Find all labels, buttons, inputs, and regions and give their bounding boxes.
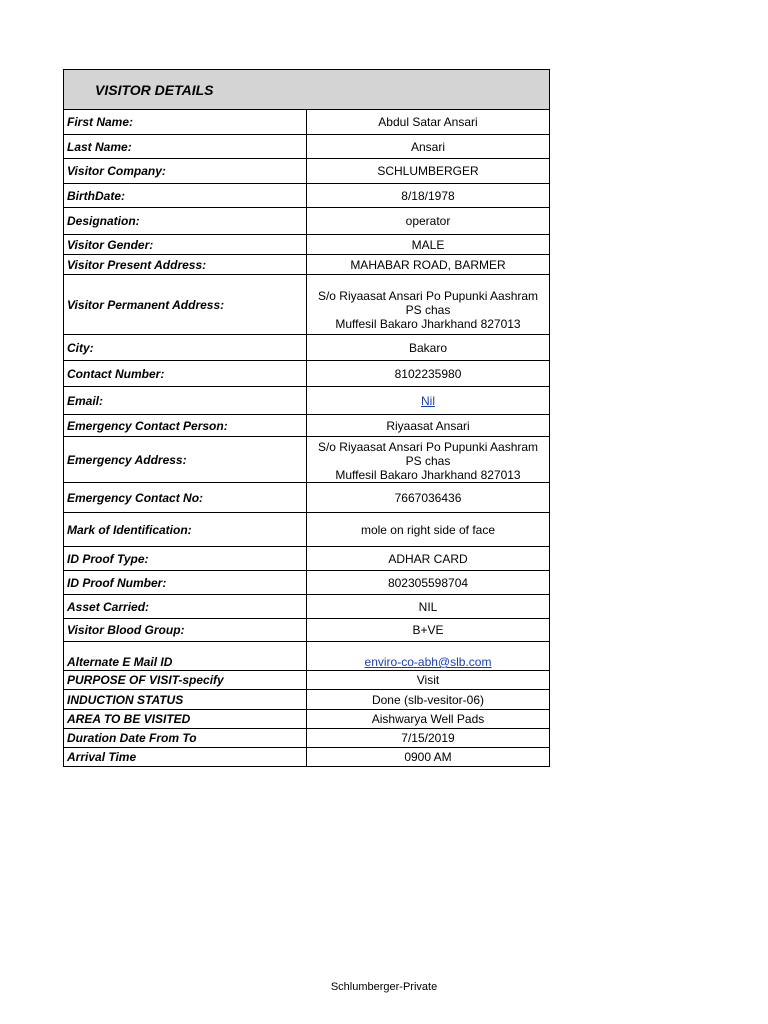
row-contact-number xyxy=(64,361,550,387)
row-birthdate xyxy=(64,184,550,208)
row-first-name xyxy=(64,110,550,135)
alternate-email-link[interactable]: enviro-co-abh@slb.com xyxy=(364,655,492,669)
induction-status-label: INDUCTION STATUS xyxy=(64,690,307,710)
mark-of-identification-label: Mark of Identification: xyxy=(64,513,307,547)
arrival-time-value: 0900 AM xyxy=(307,748,550,767)
area-to-be-visited-label: AREA TO BE VISITED xyxy=(64,710,307,729)
row-last-name xyxy=(64,135,550,159)
purpose-of-visit-value: Visit xyxy=(307,671,550,690)
alternate-email-cell xyxy=(307,642,550,671)
visitor-company-label: Visitor Company: xyxy=(64,159,307,184)
visitor-gender-value: MALE xyxy=(307,235,550,255)
permanent-address-label: Visitor Permanent Address: xyxy=(64,275,307,335)
birthdate-value: 8/18/1978 xyxy=(307,184,550,208)
visitor-gender-label: Visitor Gender: xyxy=(64,235,307,255)
city-label: City: xyxy=(64,335,307,361)
designation-value: operator xyxy=(307,208,550,235)
last-name-value: Ansari xyxy=(307,135,550,159)
row-id-proof-number xyxy=(64,571,550,595)
email-link[interactable]: Nil xyxy=(421,393,435,408)
first-name-label: First Name: xyxy=(64,110,307,135)
form-title: VISITOR DETAILS xyxy=(64,70,550,110)
row-visitor-company xyxy=(64,159,550,184)
alternate-email-label: Alternate E Mail ID xyxy=(64,642,307,671)
id-proof-number-label: ID Proof Number: xyxy=(64,571,307,595)
row-duration-date xyxy=(64,729,550,748)
designation-label: Designation: xyxy=(64,208,307,235)
permanent-address-value: S/o Riyaasat Ansari Po Pupunki Aashram PS chas Muffesil Bakaro Jharkhand 827013 xyxy=(307,275,550,335)
blood-group-value: B+VE xyxy=(307,619,550,642)
row-blood-group xyxy=(64,619,550,642)
row-arrival-time xyxy=(64,748,550,767)
emergency-contact-no-label: Emergency Contact No: xyxy=(64,483,307,513)
row-emergency-address xyxy=(64,437,550,483)
first-name-value: Abdul Satar Ansari xyxy=(307,110,550,135)
arrival-time-label: Arrival Time xyxy=(64,748,307,767)
row-mark-of-identification xyxy=(64,513,550,547)
row-permanent-address xyxy=(64,275,550,335)
id-proof-type-label: ID Proof Type: xyxy=(64,547,307,571)
row-email xyxy=(64,387,550,415)
last-name-label: Last Name: xyxy=(64,135,307,159)
emergency-contact-person-value: Riyaasat Ansari xyxy=(307,415,550,437)
id-proof-number-value: 802305598704 xyxy=(307,571,550,595)
row-id-proof-type xyxy=(64,547,550,571)
asset-carried-label: Asset Carried: xyxy=(64,595,307,619)
row-emergency-contact-person xyxy=(64,415,550,437)
visitor-company-value: SCHLUMBERGER xyxy=(307,159,550,184)
row-area-to-be-visited xyxy=(64,710,550,729)
emergency-contact-no-value: 7667036436 xyxy=(307,483,550,513)
present-address-label: Visitor Present Address: xyxy=(64,255,307,275)
row-present-address xyxy=(64,255,550,275)
visitor-details-sheet xyxy=(63,69,550,767)
id-proof-type-value: ADHAR CARD xyxy=(307,547,550,571)
row-alternate-email xyxy=(64,642,550,671)
emergency-address-value: S/o Riyaasat Ansari Po Pupunki Aashram PS chas Muffesil Bakaro Jharkhand 827013 xyxy=(307,437,550,483)
row-purpose-of-visit xyxy=(64,671,550,690)
visitor-details-table xyxy=(63,69,550,767)
emergency-contact-person-label: Emergency Contact Person: xyxy=(64,415,307,437)
asset-carried-value: NIL xyxy=(307,595,550,619)
duration-date-label: Duration Date From To xyxy=(64,729,307,748)
birthdate-label: BirthDate: xyxy=(64,184,307,208)
classification-footer: Schlumberger-Private xyxy=(330,981,438,993)
row-city xyxy=(64,335,550,361)
emergency-address-label: Emergency Address: xyxy=(64,437,307,483)
contact-number-label: Contact Number: xyxy=(64,361,307,387)
row-visitor-gender xyxy=(64,235,550,255)
header-row xyxy=(64,70,550,110)
blood-group-label: Visitor Blood Group: xyxy=(64,619,307,642)
area-to-be-visited-value: Aishwarya Well Pads xyxy=(307,710,550,729)
induction-status-value: Done (slb-vesitor-06) xyxy=(307,690,550,710)
row-induction-status xyxy=(64,690,550,710)
city-value: Bakaro xyxy=(307,335,550,361)
row-emergency-contact-no xyxy=(64,483,550,513)
email-cell xyxy=(307,387,550,415)
contact-number-value: 8102235980 xyxy=(307,361,550,387)
purpose-of-visit-label: PURPOSE OF VISIT-specify xyxy=(64,671,307,690)
row-designation xyxy=(64,208,550,235)
duration-date-value: 7/15/2019 xyxy=(307,729,550,748)
row-asset-carried xyxy=(64,595,550,619)
email-label: Email: xyxy=(64,387,307,415)
mark-of-identification-value: mole on right side of face xyxy=(307,513,550,547)
present-address-value: MAHABAR ROAD, BARMER xyxy=(307,255,550,275)
